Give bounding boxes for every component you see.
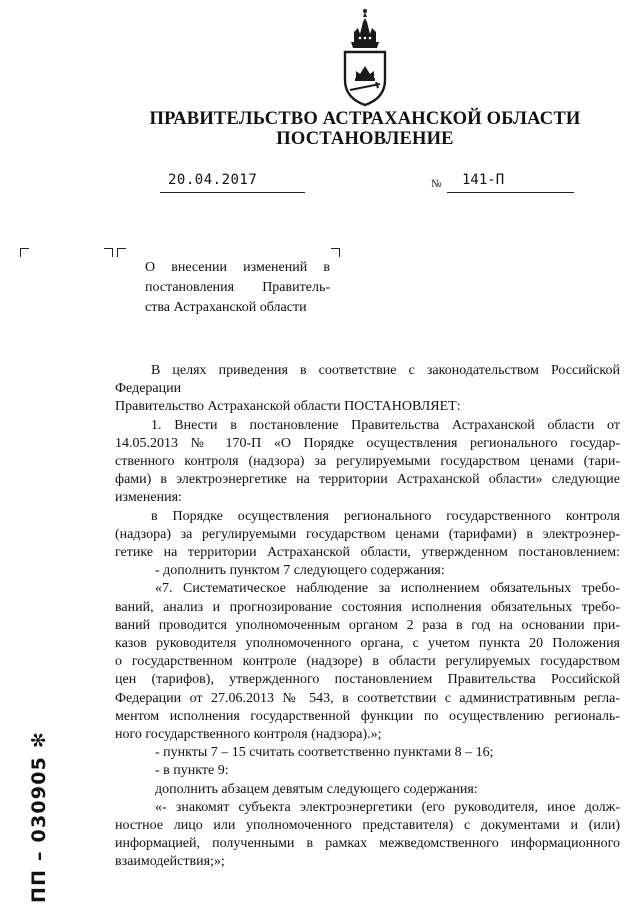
document-date: 20.04.2017 (168, 172, 258, 188)
body-line: - дополнить пунктом 7 следующего содержания: (155, 563, 445, 579)
body-line: ностное лицо или уполномоченного представителя) с документами и (или) (115, 818, 620, 834)
subject-line: ства Астраханской области (145, 300, 307, 315)
document-number: 141-П (462, 172, 505, 188)
body-line: (надзора) за регулируемыми государством ценами (тарифами) в электроэнер- (115, 526, 620, 542)
body-line: цен (тарифов), утвержденного постановлением Правительства Российской (115, 672, 620, 688)
corner-mark-subject-left-a (104, 248, 113, 257)
corner-mark-subject-left-b (117, 248, 126, 257)
body-line: в Порядке осуществления регионального государственного контроля (151, 508, 620, 524)
body-line: ваний проводится уполномоченным органом 2 раза в год на основании при- (115, 617, 620, 633)
body-line: ственного контроля (надзора) за регулируемыми государством ценами (тари- (115, 454, 620, 470)
body-line: - пункты 7 – 15 считать соответственно пунктами 8 – 16; (155, 745, 494, 761)
body-line: Правительство Астраханской области ПОСТАНОВЛЯЕТ: (115, 399, 461, 415)
subject-line: О внесении изменений в (145, 260, 330, 275)
number-sign: № (431, 178, 442, 190)
body-line: казов руководителя уполномоченного органа, с учетом пункта 20 Положения (115, 636, 620, 652)
body-line: Федерации от 27.06.2013 № 543, в соответствии с административным регла- (115, 690, 620, 706)
body-line: гетике на территории Астраханской области, утвержденном постановлением: (115, 545, 620, 561)
corner-mark-left (20, 248, 29, 257)
body-line: 14.05.2013 № 170-П «О Порядке осуществления регионального государ- (115, 435, 620, 451)
body-line: 1. Внести в постановление Правительства Астраханской области от (151, 417, 620, 433)
body-line: изменения: (115, 490, 182, 506)
document-body (115, 362, 620, 872)
body-line: дополнить абзацем девятым следующего содержания: (155, 781, 478, 797)
government-title: ПРАВИТЕЛЬСТВО АСТРАХАНСКОЙ ОБЛАСТИ (149, 109, 581, 129)
body-line: «- знакомят субъекта электроэнергетики (его руководителя, иное долж- (155, 799, 620, 815)
document-subject (145, 258, 330, 318)
body-line: ваний, анализ и прогнозирование состояния исполнения обязательных требо- (115, 599, 620, 615)
body-line: Федерации (115, 381, 182, 397)
serial-number-stamp: ПП – 030905 ✻ (28, 731, 50, 903)
body-line: взаимодействия;»; (115, 854, 225, 870)
corner-mark-subject-right (331, 248, 340, 257)
body-line: фами) в электроэнергетике на территории Астраханской области» следующие (115, 472, 620, 488)
body-line: ментом исполнения государственной функции по осуществлению региональ- (115, 708, 620, 724)
body-line: В целях приведения в соответствие с законодательством Российской (151, 363, 620, 378)
body-line: о государственном контроле (надзоре) в области регулируемых государством (115, 654, 620, 670)
subject-line: постановления Правитель- (145, 280, 330, 295)
body-line: - в пункте 9: (155, 763, 229, 779)
body-line: информацией, полученными в рамках межведомственного информационного (115, 836, 620, 852)
document-type-title: ПОСТАНОВЛЕНИЕ (276, 129, 454, 149)
body-line: «7. Систематическое наблюдение за исполнением обязательных требо- (155, 581, 620, 597)
coat-of-arms-emblem (336, 8, 394, 108)
body-line: ного государственного контроля (надзора).»; (115, 727, 382, 743)
